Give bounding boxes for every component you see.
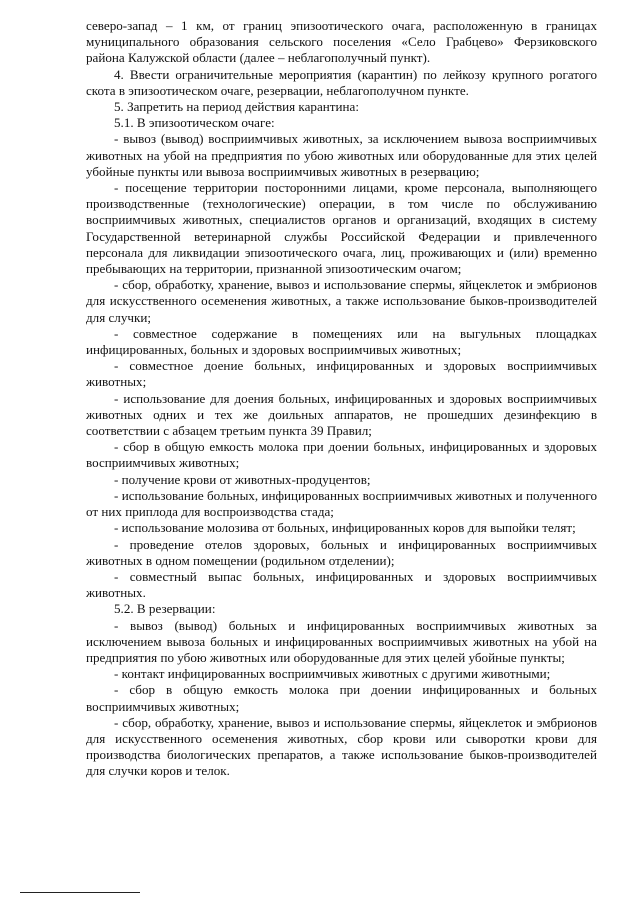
paragraph: - совместное доение больных, инфицированных и здоровых восприимчивых животных;	[86, 358, 597, 390]
document-body	[86, 18, 597, 780]
paragraph: - сбор, обработку, хранение, вывоз и использование спермы, яйцеклеток и эмбрионов для искусственного осеменения животных, а также использование быков-производителей для случки;	[86, 277, 597, 325]
paragraph: - сбор, обработку, хранение, вывоз и использование спермы, яйцеклеток и эмбрионов для искусственного осеменения животных, сбор крови или сыворотки крови для производства биологических препаратов, а также использование быков-производителей для случки коров и телок.	[86, 714, 597, 779]
paragraph: - использование молозива от больных, инфицированных коров для выпойки телят;	[114, 520, 576, 536]
continuation-paragraph: северо-запад – 1 км, от границ эпизоотического очага, расположенную в границах муниципального образования сельского поселения «Село Грабцево» Ферзиковского района Калужской области (далее – неблагополучный пункт).	[86, 18, 597, 66]
paragraph: - проведение отелов здоровых, больных и инфицированных восприимчивых животных в одном помещении (родильном отделении);	[86, 536, 597, 568]
paragraph: 5.2. В резервации:	[114, 601, 216, 617]
paragraph: - использование больных, инфицированных восприимчивых животных и полученного от них приплода для воспроизводства стада;	[86, 487, 597, 520]
paragraph: 5.1. В эпизоотическом очаге:	[114, 115, 275, 131]
paragraph: - посещение территории посторонними лицами, кроме персонала, выполняющего производственные (технологические) операции, в том числе по обслуживанию восприимчивых животных, специалистов органов и организаций, входящих в систему Государственной ветеринарной службы Российской Федерации и привлеченного персонала для ликвидации эпизоотического очага, лиц, проживающих и (или) временно пребывающих на территории, признанной эпизоотическим очагом;	[86, 180, 597, 277]
paragraph: - контакт инфицированных восприимчивых животных с другими животными;	[114, 666, 551, 682]
footer-rule	[20, 892, 140, 893]
paragraph: 4. Ввести ограничительные мероприятия (карантин) по лейкозу крупного рогатого скота в эпизоотическом очаге, резервации, неблагополучном пункте.	[86, 66, 597, 98]
paragraph: - совместное содержание в помещениях или на выгульных площадках инфицированных, больных и здоровых восприимчивых животных;	[86, 325, 597, 358]
paragraph: 5. Запретить на период действия карантина:	[114, 99, 359, 115]
paragraph: - сбор в общую емкость молока при доении больных, инфицированных и здоровых восприимчивых животных;	[86, 439, 597, 471]
paragraph: - вывоз (вывод) больных и инфицированных восприимчивых животных за исключением вывоза больных и инфицированных восприимчивых животных на убой на предприятия по убою животных или оборудованные для этих целей убойные пункты;	[86, 617, 597, 665]
paragraph: - сбор в общую емкость молока при доении инфицированных и больных восприимчивых животных;	[86, 682, 597, 714]
paragraph: - вывоз (вывод) восприимчивых животных, за исключением вывоза восприимчивых животных на убой на предприятия по убою животных или оборудованные для этих целей убойные пункты или вывоза восприимчивых животных в резервацию;	[86, 131, 597, 179]
paragraph: - получение крови от животных-продуцентов;	[114, 471, 371, 487]
paragraph: - совместный выпас больных, инфицированных и здоровых восприимчивых животных.	[86, 568, 597, 601]
paragraph: - использование для доения больных, инфицированных и здоровых восприимчивых животных одних и тех же доильных аппаратов, не прошедших дезинфекцию в соответствии с абзацем третьим пункта 39 Правил;	[86, 390, 597, 439]
